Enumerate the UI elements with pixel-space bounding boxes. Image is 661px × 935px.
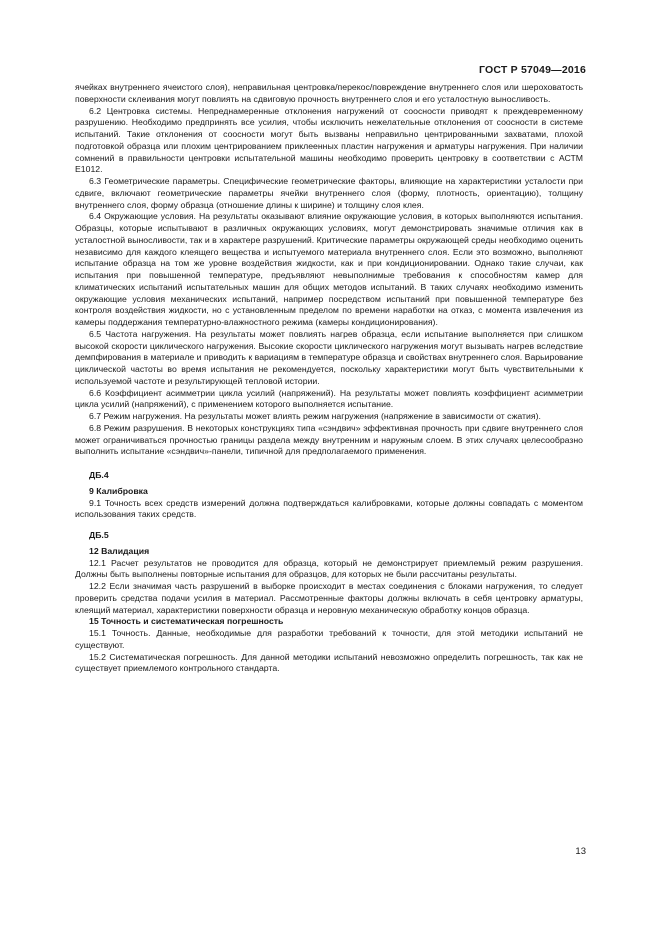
paragraph: 6.4 Окружающие условия. На результаты оказывают влияние окружающие условия, в которых выполняются испытания. Образцы, которые испытывают в различных окружающих условиях, могут демонстрировать значимые отличия как в усталостной выносливости, так и в характере разрушений. Критические параметры окружающей среды необходимо оценить независимо для каждого клеящего вещества и испытуемого материала внутреннего слоя. Если это возможно, выполняют испытание образца на том же уровне воздействия жидкости, как и при кондиционировании. Однако такие случаи, как испытания при повышенной температуре, предъявляют невыполнимые требования к способностям камер для климатических испытаний испытательных машин для общих методов испытаний. В таких случаях необходимо изменить окружающие условия механических испытаний, например посредством испытаний при повышенной температуре без контроля воздействия жидкости, но с установленным пределом по времени наработки на отказ, с момента извлечения из камеры поддержания температурно-влажностного режима (камеры кондиционирования). — [75, 211, 583, 327]
page-number: 13 — [575, 846, 586, 857]
paragraph: 6.7 Режим нагружения. На результаты может влиять режим нагружения (напряжение в зависимости от сжатия). — [89, 411, 541, 421]
section-label-db4: ДБ.4 — [89, 470, 109, 480]
paragraph: 12.1 Расчет результатов не проводится для образца, который не демонстрирует приемлемый режим разрушения. Должны быть выполнены повторные испытания для образцов, для которых не были рассчитаны результаты. — [75, 557, 583, 580]
section-heading-precision: 15 Точность и систематическая погрешность — [89, 616, 284, 627]
paragraph: 6.2 Центровка системы. Непреднамеренные отклонения нагружений от соосности приводят к преждевременному разрушению. Необходимо предпринять все усилия, чтобы исключить нежелательные отклонения от соосности в системе испытаний. Такие отклонения от соосности могут быть вызваны неправильно центрированными захватами, плохой подготовкой образца или плохим центрированием приклеенных пластин нагружения и арматуры нагружения. При наличии сомнений в правильности центровки испытательной машины необходимо проверить центровку в соответствии с АСТМ Е1012. — [75, 105, 583, 175]
section-label-db5: ДБ.5 — [89, 530, 109, 540]
paragraph: 6.6 Коэффициент асимметрии цикла усилий (напряжений). На результаты может повлиять коэффициент асимметрии цикла усилий (напряжений), с применением которого выполняется испытание. — [75, 387, 583, 410]
paragraph: 6.8 Режим разрушения. В некоторых конструкциях типа «сэндвич» эффективная прочность при сдвиге внутреннего слоя может ограничиваться прочностью границы раздела между внутренним и наружным слоем. В этих случаях целесообразно выполнить испытание «сэндвич»-панели, типичной для предполагаемого применения. — [75, 422, 583, 457]
paragraph: 15.1 Точность. Данные, необходимые для разработки требований к точности, для этой методики испытаний не существуют. — [75, 628, 583, 650]
paragraph: 6.3 Геометрические параметры. Специфические геометрические факторы, влияющие на характеристики усталости при сдвиге, включают геометрические параметры ячейки внутреннего слоя (форму, плотность, ориентацию), толщину внутреннего слоя, форму образца (отношение длины к ширине) и толщину слоя клея. — [75, 176, 583, 210]
section-heading-validation: 12 Валидация — [89, 545, 150, 556]
standard-code: ГОСТ Р 57049—2016 — [478, 64, 586, 76]
section-heading-calibration: 9 Калибровка — [89, 485, 148, 496]
page-body — [75, 82, 583, 675]
paragraph: 9.1 Точность всех средств измерений должна подтверждаться калибровками, которые должны совпадать с моментом использования таких средств. — [75, 497, 583, 520]
paragraph: 12.2 Если значимая часть разрушений в выборке происходит в местах соединения с блоками нагружения, то следует проверить средства подачи усилия в материал. Рассмотренные факторы должны включать в себя центровку арматуры, клеящий материал, характеристики поверхности образца и неровную механическую обработку концов образца. — [75, 581, 583, 615]
paragraph: ячейках внутреннего ячеистого слоя), неправильная центровка/перекос/повреждение внутреннего слоя или шероховатость поверхности склеивания могут повлиять на сдвиговую прочность внутреннего слоя и его усталостную выносливость. — [75, 82, 583, 104]
paragraph: 6.5 Частота нагружения. На результаты может повлиять нагрев образца, если испытание выполняется при слишком высокой скорости циклического нагружения. Высокие скорости циклического нагружения могут вызывать нагрев вследствие демпфирования в материале и приводить к вариациям в температуре образца и свойствах внутреннего слоя. Варьирование циклической частоты во время испытания не рекомендуется, поскольку характеристики могут быть чувствительными к используемой частоте и результирующей тепловой истории. — [75, 328, 583, 386]
paragraph: 15.2 Систематическая погрешность. Для данной методики испытаний невозможно определить погрешность, так как не существует приемлемого контрольного стандарта. — [75, 651, 583, 674]
